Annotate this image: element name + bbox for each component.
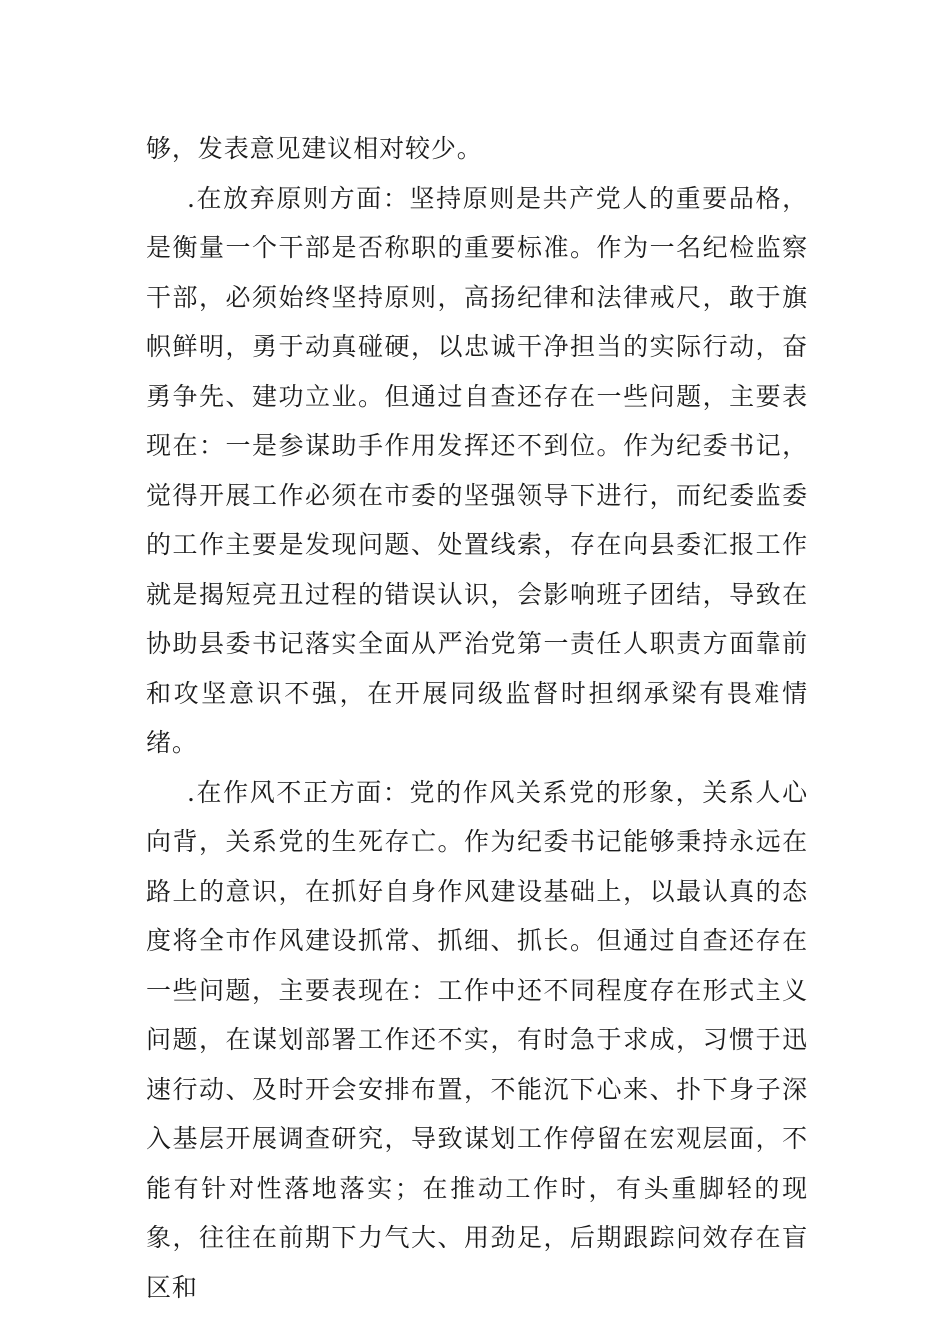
paragraph-continued: 够，发表意见建议相对较少。 (146, 134, 483, 163)
document-body (146, 124, 808, 1312)
paragraph-work-style: .在作风不正方面：党的作风关系党的形象，关系人心向背，关系党的生死存亡。作为纪委书记能够秉持永远在路上的意识，在抓好自身作风建设基础上，以最认真的态度将全市作风建设抓常、抓细、抓长。但通过自查还存在一些问题，主要表现在：工作中还不同程度存在形式主义问题，在谋划部署工作还不实，有时急于求成，习惯于迅速行动、及时开会安排布置，不能沉下心来、扑下身子深入基层开展调查研究，导致谋划工作停留在宏观层面，不能有针对性落地落实；在推动工作时，有头重脚轻的现象，往往在前期下力气大、用劲足，后期跟踪问效存在盲区和 (146, 777, 808, 1302)
paragraph-principle: .在放弃原则方面：坚持原则是共产党人的重要品格，是衡量一个干部是否称职的重要标准。作为一名纪检监察干部，必须始终坚持原则，高扬纪律和法律戒尺，敢于旗帜鲜明，勇于动真碰硬，以忠诚干净担当的实际行动，奋勇争先、建功立业。但通过自查还存在一些问题，主要表现在：一是参谋助手作用发挥还不到位。作为纪委书记，觉得开展工作必须在市委的坚强领导下进行，而纪委监委的工作主要是发现问题、处置线索，存在向县委汇报工作就是揭短亮丑过程的错误认识，会影响班子团结，导致在协助县委书记落实全面从严治党第一责任人职责方面靠前和攻坚意识不强，在开展同级监督时担纲承梁有畏难情绪。 (146, 183, 808, 757)
